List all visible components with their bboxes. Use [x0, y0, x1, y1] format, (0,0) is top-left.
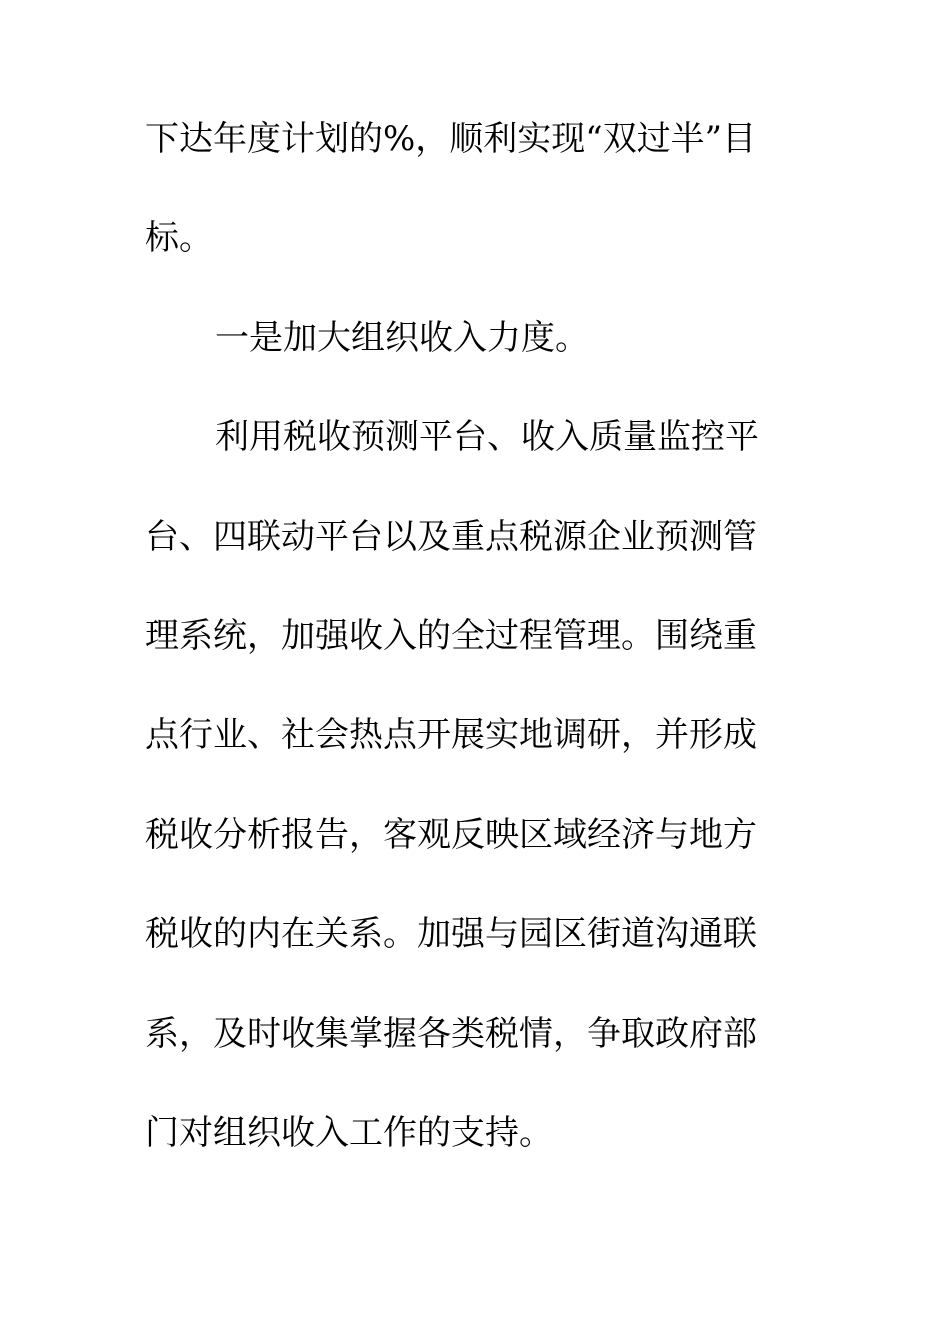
text-line-2: 标。 [145, 218, 213, 259]
text-line-6: 理系统，加强收入的全过程管理。围绕重 [145, 615, 757, 656]
text-line-4: 利用税收预测平台、收入质量监控平 [215, 417, 759, 458]
text-line-9: 税收的内在关系。加强与园区街道沟通联 [145, 914, 757, 955]
text-line-1: 下达年度计划的%，顺利实现“双过半”目 [145, 119, 757, 159]
text-line-3-heading: 一是加大组织收入力度。 [215, 317, 589, 358]
text-line-7: 点行业、社会热点开展实地调研，并形成 [145, 715, 757, 756]
text-line-5: 台、四联动平台以及重点税源企业预测管 [145, 516, 757, 557]
text-line-10: 系，及时收集掌握各类税情，争取政府部 [145, 1013, 757, 1054]
text-line-11: 门对组织收入工作的支持。 [145, 1112, 553, 1153]
body-text [145, 119, 805, 1215]
text-line-8: 税收分析报告，客观反映区域经济与地方 [145, 814, 757, 855]
